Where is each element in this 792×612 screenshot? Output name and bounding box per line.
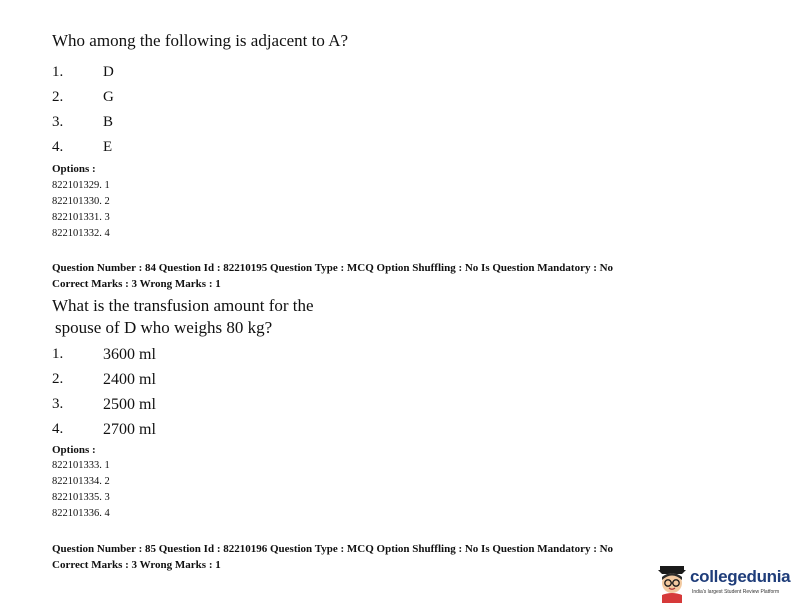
choice-number: 1. xyxy=(52,346,64,362)
choice-value: E xyxy=(103,139,113,155)
choice-value: 2700 ml xyxy=(103,421,156,438)
brand-tagline: India's largest Student Review Platform xyxy=(692,589,780,595)
choice-value: B xyxy=(103,114,114,130)
choice-number: 2. xyxy=(52,89,64,105)
choice-value: 2500 ml xyxy=(103,396,156,413)
collegedunia-logo xyxy=(654,561,791,605)
choice-value: G xyxy=(103,89,114,105)
choice-value: 3600 ml xyxy=(103,346,156,363)
choice-number: 4. xyxy=(52,421,64,437)
question-85-meta: Question Number : 85 Question Id : 82210196 Question Type : MCQ Option Shuffling : No Is Question Mandatory : No xyxy=(52,543,614,555)
question-84-meta: Question Number : 84 Question Id : 82210195 Question Type : MCQ Option Shuffling : No Is Question Mandatory : No xyxy=(52,262,614,274)
choice-number: 1. xyxy=(52,64,64,80)
question-84-marks: Correct Marks : 3 Wrong Marks : 1 xyxy=(52,278,221,290)
student-mascot-icon xyxy=(654,563,690,603)
choice-value: 2400 ml xyxy=(103,371,156,388)
choice-number: 4. xyxy=(52,139,64,155)
choice-value: D xyxy=(103,64,114,80)
question-84-text-line1: What is the transfusion amount for the xyxy=(52,296,314,315)
option-id: 822101334. 2 xyxy=(52,476,110,487)
option-id: 822101335. 3 xyxy=(52,492,110,503)
choice-number: 2. xyxy=(52,371,64,387)
option-id: 822101331. 3 xyxy=(52,212,110,223)
option-id: 822101330. 2 xyxy=(52,196,110,207)
brand-name: collegedunia xyxy=(690,567,791,586)
question-83-text: Who among the following is adjacent to A? xyxy=(52,31,349,50)
options-label: Options : xyxy=(52,163,96,175)
options-label: Options : xyxy=(52,444,96,456)
choice-number: 3. xyxy=(52,396,64,412)
question-84-text-line2: spouse of D who weighs 80 kg? xyxy=(55,318,273,337)
choice-number: 3. xyxy=(52,114,64,130)
option-id: 822101333. 1 xyxy=(52,460,110,471)
option-id: 822101336. 4 xyxy=(52,508,110,519)
option-id: 822101332. 4 xyxy=(52,228,110,239)
option-id: 822101329. 1 xyxy=(52,180,110,191)
question-85-marks: Correct Marks : 3 Wrong Marks : 1 xyxy=(52,559,221,571)
